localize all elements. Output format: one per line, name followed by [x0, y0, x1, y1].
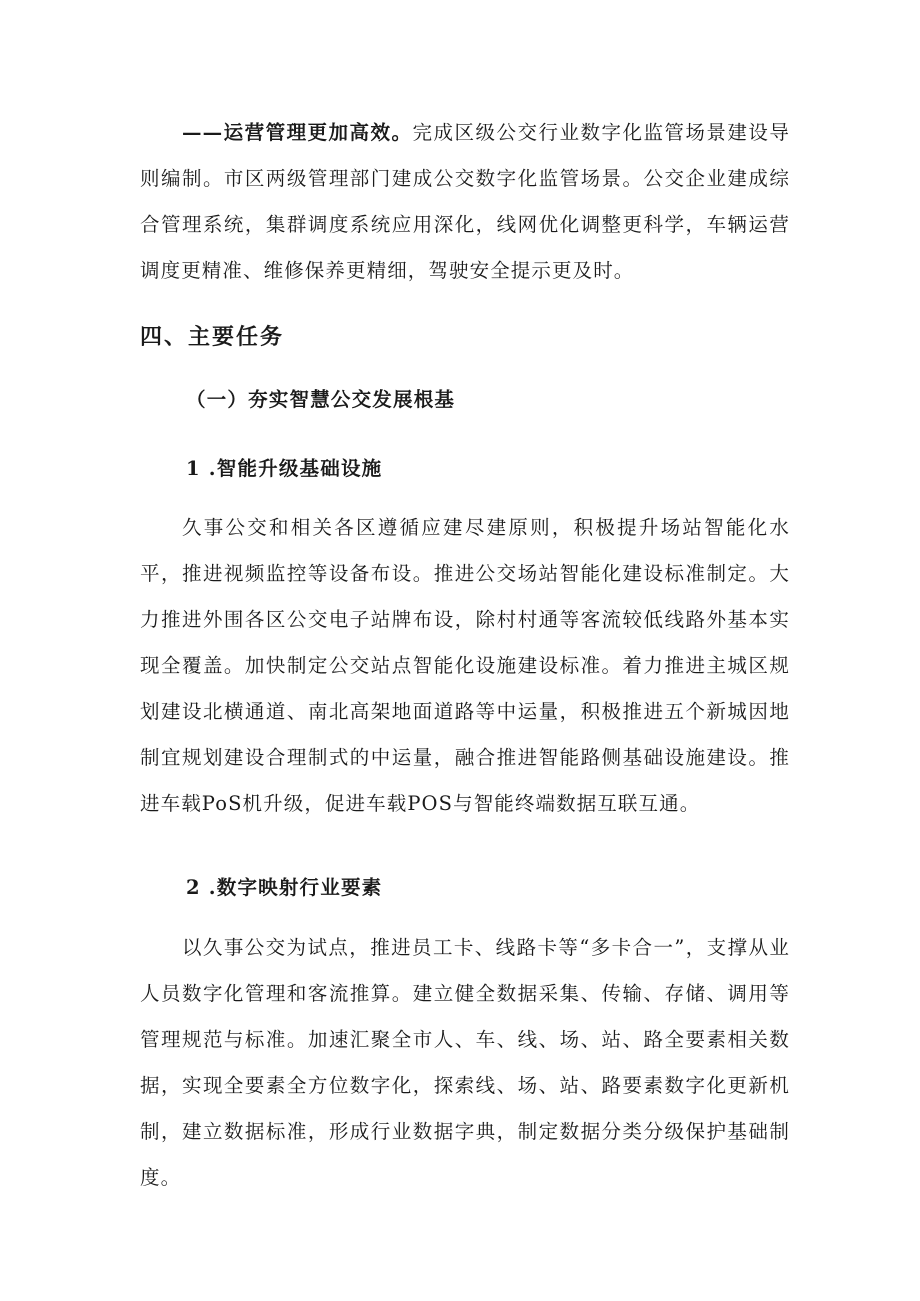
section-title: 四、主要任务 [140, 324, 285, 350]
item-2-heading: 2 .数字映射行业要素 [186, 876, 383, 899]
intro-lead: ——运营管理更加高效。 [182, 121, 413, 144]
subsection-title: （一）夯实智慧公交发展根基 [186, 388, 456, 411]
item-1-heading: 1 .智能升级基础设施 [186, 457, 383, 480]
item-1-body: 久事公交和相关各区遵循应建尽建原则，积极提升场站智能化水平，推进视频监控等设备布设。推进公交场站智能化建设标准制定。大力推进外围各区公交电子站牌布设，除村村通等客流较低线路外基本实现全覆盖。加快制定公交站点智能化设施建设标准。着力推进主城区规划建设北横通道、南北高架地面道路等中运量，积极推进五个新城因地制宜规划建设合理制式的中运量，融合推进智能路侧基础设施建设。推进车载PoS机升级，促进车载POS与智能终端数据互联互通。 [140, 516, 790, 815]
intro-paragraph [140, 110, 790, 294]
intro-text: 完成区级公交行业数字化监管场景建设导则编制。市区两级管理部门建成公交数字化监管场景。公交企业建成综合管理系统，集群调度系统应用深化，线网优化调整更科学，车辆运营调度更精准、维修保养更精细，驾驶安全提示更及时。 [140, 121, 790, 282]
item-2-body: 以久事公交为试点，推进员工卡、线路卡等“多卡合一”，支撑从业人员数字化管理和客流推算。建立健全数据采集、传输、存储、调用等管理规范与标准。加速汇聚全市人、车、线、场、站、路全要素相关数据，实现全要素全方位数字化，探索线、场、站、路要素数字化更新机制，建立数据标准，形成行业数据字典，制定数据分类分级保护基础制度。 [140, 936, 790, 1189]
